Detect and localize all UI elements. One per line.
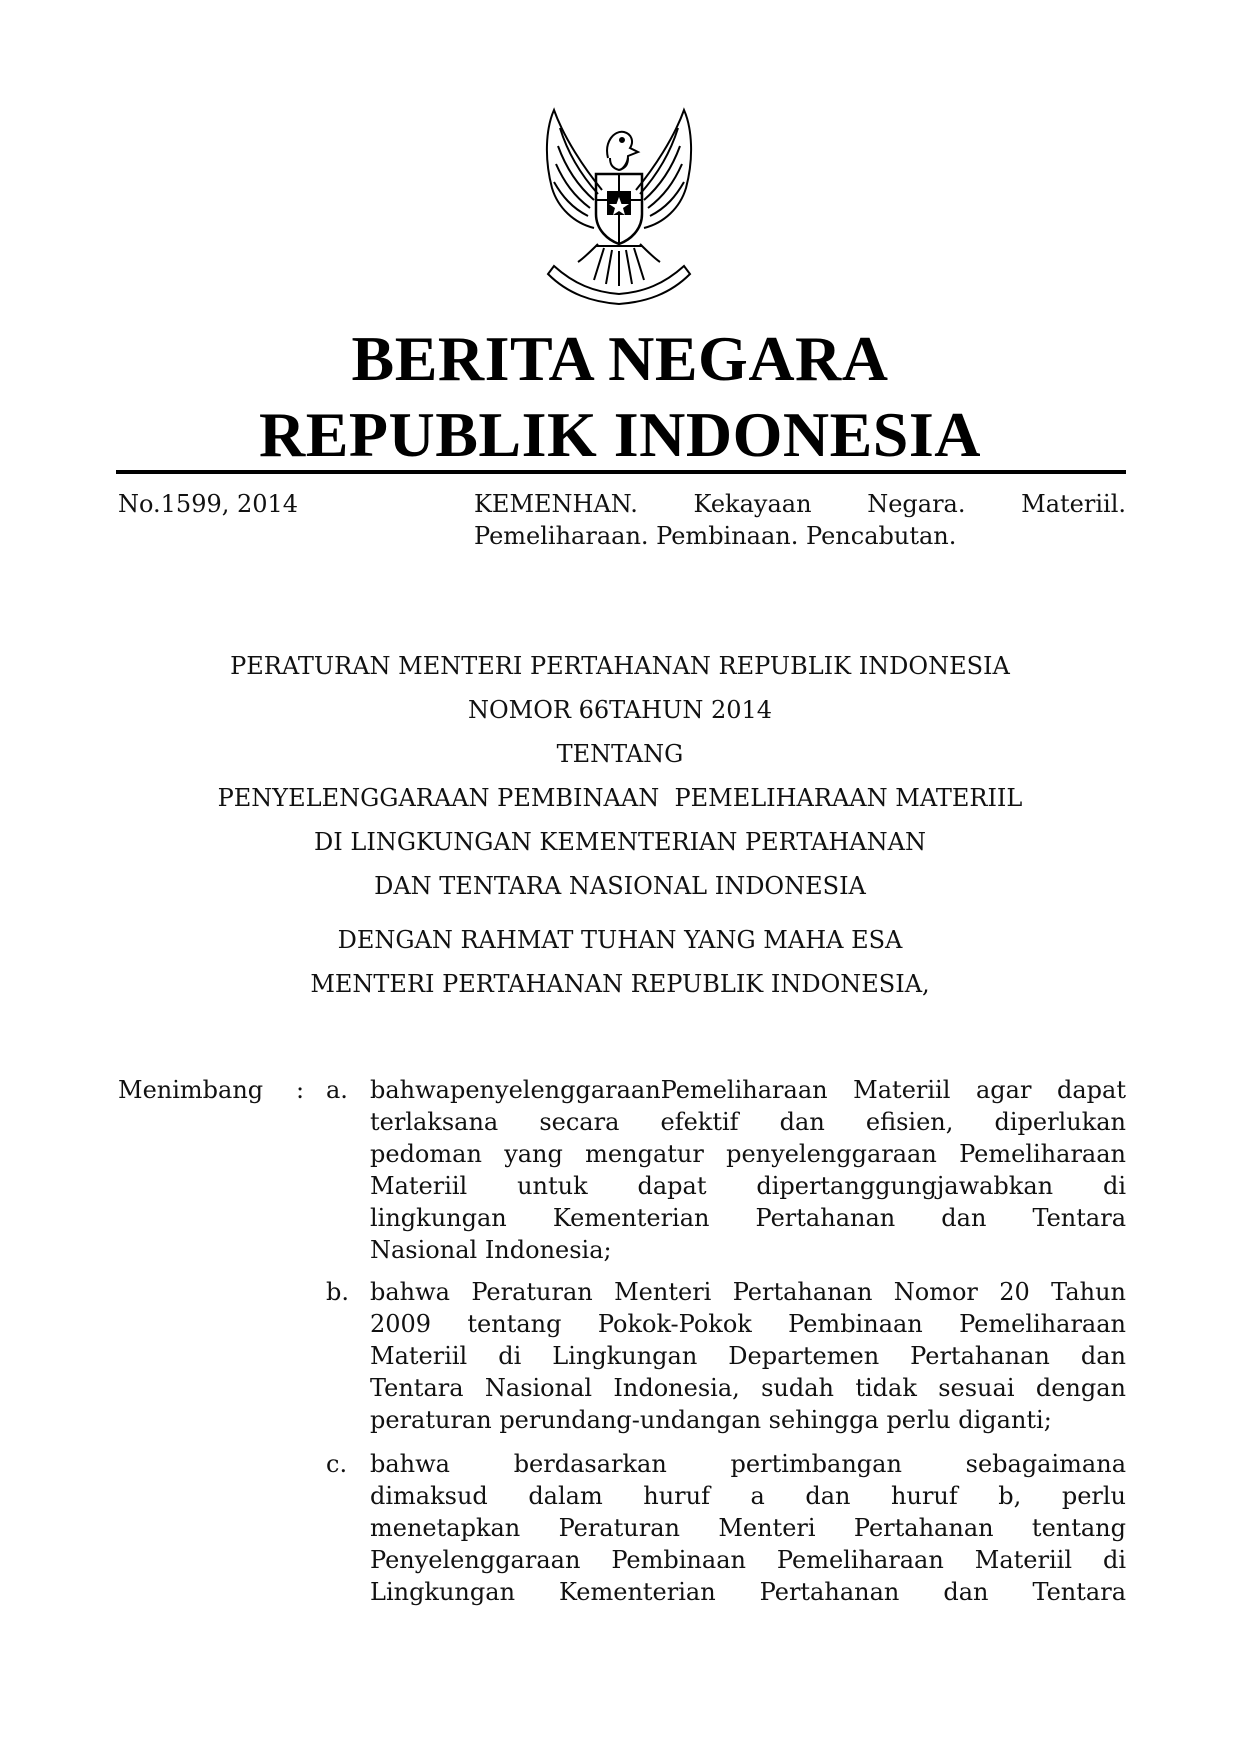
item-b-line: Materiil di Lingkungan Departemen Pertahanan dan [370,1342,1126,1370]
regulation-number: NOMOR 66TAHUN 2014 [467,696,773,724]
item-b-line: bahwa Peraturan Menteri Pertahanan Nomor 20 Tahun [370,1278,1126,1306]
masthead-title: BERITA NEGARA [351,323,889,394]
item-letter-b: b. [326,1278,349,1306]
menimbang-colon: : [296,1076,305,1104]
preamble-line-1: DENGAN RAHMAT TUHAN YANG MAHA ESA [337,926,903,954]
item-a-line: lingkungan Kementerian Pertahanan dan Tentara [370,1204,1126,1232]
item-a-line: Materiil untuk dapat dipertanggungjawabkan di [370,1172,1126,1200]
item-text-b [370,1276,1126,1436]
garuda-emblem-icon [524,98,714,308]
item-c-line: menetapkan Peraturan Menteri Pertahanan tentang [370,1514,1126,1542]
item-b-line: peraturan perundang-undangan sehingga perlu diganti; [370,1406,1052,1434]
regulation-tentang: TENTANG [556,740,684,768]
item-b-line: Tentara Nasional Indonesia, sudah tidak sesuai dengan [370,1374,1126,1402]
item-a-line: terlaksana secara efektif dan efisien, diperlukan [370,1108,1126,1136]
item-c-line: bahwa berdasarkan pertimbangan sebagaimana [370,1450,1126,1478]
header-divider [116,470,1126,474]
item-a-line: pedoman yang mengatur penyelenggaraan Pemeliharaan [370,1140,1126,1168]
menimbang-label: Menimbang [118,1076,264,1104]
item-c-line: Lingkungan Kementerian Pertahanan dan Tentara [370,1578,1126,1606]
regulation-title-line-3: DAN TENTARA NASIONAL INDONESIA [374,872,866,900]
item-b-line: 2009 tentang Pokok-Pokok Pembinaan Pemeliharaan [370,1310,1126,1338]
item-letter-c: c. [326,1450,348,1478]
item-a-line: bahwapenyelenggaraanPemeliharaan Materiil agar dapat [370,1076,1126,1104]
regulation-title-line-2: DI LINGKUNGAN KEMENTERIAN PERTAHANAN [314,828,926,856]
document-number: No.1599, 2014 [118,490,299,518]
item-text-c [370,1448,1126,1608]
masthead-subtitle: REPUBLIK INDONESIA [258,399,982,470]
item-c-line: dimaksud dalam huruf a dan huruf b, perlu [370,1482,1126,1510]
subject-line-1: KEMENHAN. Kekayaan Negara. Materiil. [474,490,1126,518]
regulation-title-line-1: PENYELENGGARAAN PEMBINAAN PEMELIHARAAN MATERIIL [217,784,1023,812]
regulation-heading: PERATURAN MENTERI PERTAHANAN REPUBLIK INDONESIA [230,652,1010,680]
item-text-a [370,1074,1126,1266]
item-a-line: Nasional Indonesia; [370,1236,612,1264]
item-c-line: Penyelenggaraan Pembinaan Pemeliharaan Materiil di [370,1546,1126,1574]
document-subject [474,488,1126,552]
subject-line-2: Pemeliharaan. Pembinaan. Pencabutan. [474,522,957,550]
preamble-line-2: MENTERI PERTAHANAN REPUBLIK INDONESIA, [310,970,930,998]
item-letter-a: a. [326,1076,348,1104]
